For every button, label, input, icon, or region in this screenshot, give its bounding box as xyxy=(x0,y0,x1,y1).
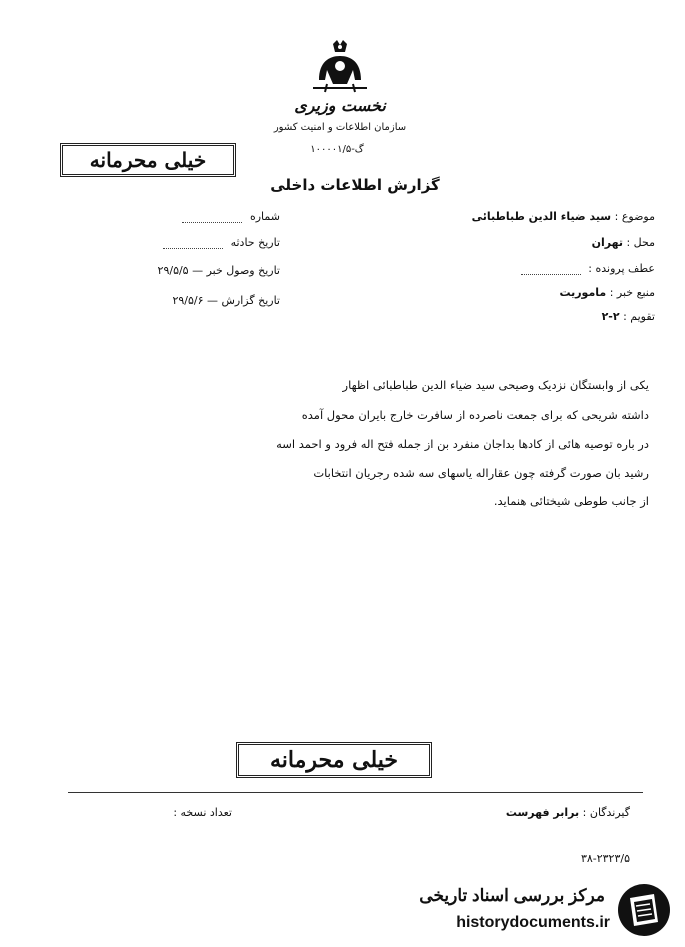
received-date-label: تاریخ وصول خبر xyxy=(206,264,280,277)
copies-field: تعداد نسخه : xyxy=(173,806,232,819)
recipients-label: گیرندگان xyxy=(589,806,630,819)
attachment-field: عطف پرونده : xyxy=(440,262,655,275)
source-value: ماموریت xyxy=(559,286,607,299)
organization-line: سازمان اطلاعات و امنیت کشور xyxy=(273,122,407,133)
number-label: شماره xyxy=(249,210,280,223)
classification-stamp-top: خیلی محرمانه xyxy=(60,143,236,177)
classification-stamp-bottom: خیلی محرمانه xyxy=(236,742,432,778)
report-date-field: تاریخ گزارش — ۲۹/۵/۶ xyxy=(172,294,280,307)
event-date-label: تاریخ حادثه xyxy=(230,236,280,249)
report-date-value: ۲۹/۵/۶ xyxy=(172,294,204,307)
body-line: در باره توصیه هائی از کادها بداجان منفرد بن از جمله فتح اله فرود و احمد اسه xyxy=(276,437,649,451)
reference-number: ۳۸-۲۳۲۳/۵ xyxy=(580,852,630,865)
subject-value: سید ضیاء الدین طباطبائی xyxy=(471,210,612,223)
watermark-url: historydocuments.ir xyxy=(456,914,610,931)
received-date-value: ۲۹/۵/۵ xyxy=(157,264,189,277)
received-date-field: تاریخ وصول خبر — ۲۹/۵/۵ xyxy=(157,264,280,277)
emblem-icon xyxy=(305,40,375,95)
body-line: رشید بان صورت گرفته چون عقاراله یاسهای سه شده رجریان انتخابات xyxy=(313,466,649,480)
attachment-label: عطف پرونده xyxy=(595,262,655,275)
evaluation-value: ۲-۲ xyxy=(601,310,620,323)
document-number: گ-۱۰۰۰۰۱/۵ xyxy=(310,144,364,155)
watermark-title: مرکز بررسی اسناد تاریخی xyxy=(419,886,605,905)
copies-label: تعداد نسخه xyxy=(180,806,232,819)
subject-label: موضوع xyxy=(621,210,655,223)
body-line: داشته شریحی که برای جمعت ناصرده از سافرت خارج بایران محول آمده xyxy=(301,408,649,422)
ministry-title: نخست وزیری xyxy=(294,96,386,115)
number-value xyxy=(182,222,242,223)
recipients-field: گیرندگان : برابر فهرست xyxy=(505,806,630,819)
attachment-value xyxy=(521,274,581,275)
history-documents-logo-icon xyxy=(616,882,672,938)
place-label: محل xyxy=(633,236,655,249)
source-field: منبع خبر : ماموریت xyxy=(559,286,655,299)
recipients-value: برابر فهرست xyxy=(505,806,580,819)
event-date-value xyxy=(163,248,223,249)
source-label: منبع خبر xyxy=(616,286,655,299)
place-value: تهران xyxy=(591,236,623,249)
place-field: محل : تهران xyxy=(591,236,655,249)
evaluation-label: تقویم xyxy=(630,310,655,323)
report-type-heading: گزارش اطلاعات داخلی xyxy=(270,176,440,194)
report-date-label: تاریخ گزارش xyxy=(221,294,280,307)
body-line: یکی از وابستگان نزدیک وصیحی سید ضیاء الدین طباطبائی اظهار xyxy=(342,378,649,392)
evaluation-field: تقویم : ۲-۲ xyxy=(601,310,655,323)
subject-field: موضوع : سید ضیاء الدین طباطبائی xyxy=(471,210,655,223)
number-field xyxy=(150,210,280,223)
footer-divider xyxy=(68,792,643,793)
event-date-field xyxy=(130,236,280,249)
body-line: از جانب طوطی شیختائی هنماید. xyxy=(493,494,649,508)
watermark xyxy=(400,880,680,940)
